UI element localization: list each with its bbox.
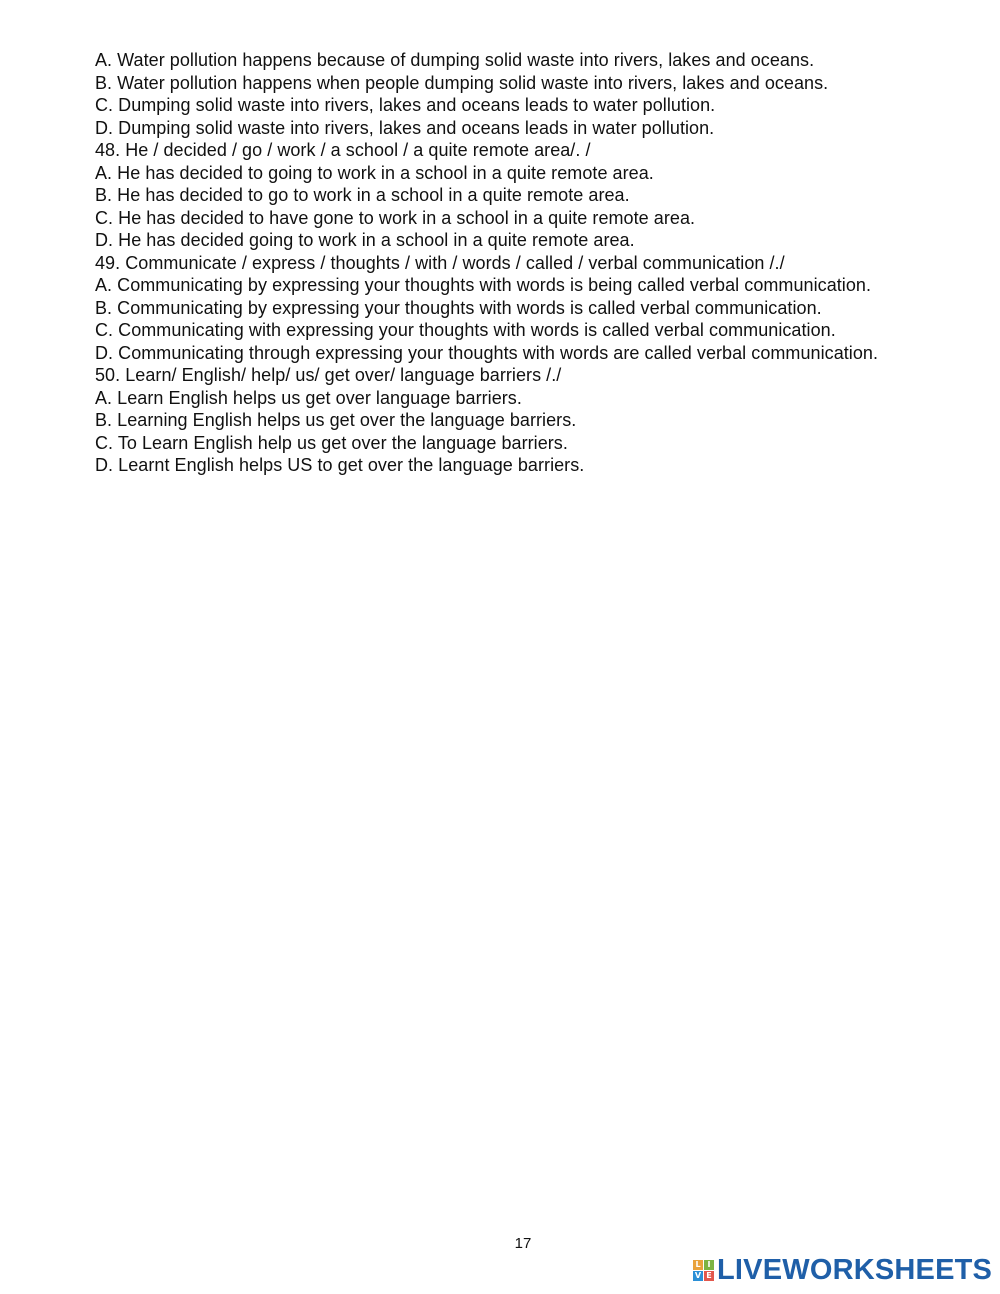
option-48c: C. He has decided to have gone to work in a school in a quite remote area. [95, 207, 696, 228]
option-50a: A. Learn English helps us get over language barriers. [95, 387, 522, 408]
option-47a: A. Water pollution happens because of dumping solid waste into rivers, lakes and oceans. [95, 50, 815, 70]
logo-text: LIVEWORKSHEETS [717, 1254, 993, 1286]
option-50d: D. Learnt English helps US to get over the language barriers. [95, 455, 585, 475]
option-47d: D. Dumping solid waste into rivers, lakes and oceans leads in water pollution. [95, 117, 715, 138]
option-49d: D. Communicating through expressing your thoughts with words are called verbal communication. [95, 342, 879, 363]
question-48: 48. He / decided / go / work / a school / a quite remote area/. / [95, 140, 591, 160]
option-50c: C. To Learn English help us get over the language barriers. [95, 432, 568, 453]
option-49b: B. Communicating by expressing your thoughts with words is called verbal communication. [95, 297, 822, 318]
option-47c: C. Dumping solid waste into rivers, lakes and oceans leads to water pollution. [95, 95, 716, 115]
question-50: 50. Learn/ English/ help/ us/ get over/ language barriers /./ [95, 365, 562, 385]
option-48b: B. He has decided to go to work in a school in a quite remote area. [95, 185, 630, 205]
option-48d: D. He has decided going to work in a school in a quite remote area. [95, 230, 635, 250]
option-50b: B. Learning English helps us get over the language barriers. [95, 410, 577, 430]
logo-mark-tile: E [704, 1271, 714, 1281]
page-number: 17 [514, 1235, 532, 1252]
worksheet-text [95, 49, 985, 477]
option-49a: A. Communicating by expressing your thoughts with words is being called verbal communication. [95, 275, 872, 295]
logo-mark-icon [693, 1260, 714, 1281]
option-48a: A. He has decided to going to work in a school in a quite remote area. [95, 162, 654, 183]
option-47b: B. Water pollution happens when people dumping solid waste into rivers, lakes and oceans. [95, 72, 829, 93]
option-49c: C. Communicating with expressing your thoughts with words is called verbal communication. [95, 320, 836, 340]
logo-mark-tile: I [704, 1260, 714, 1270]
logo-mark-tile: V [694, 1270, 702, 1280]
logo-mark-tile: L [693, 1260, 703, 1270]
question-49: 49. Communicate / express / thoughts / with / words / called / verbal communication /./ [95, 252, 785, 273]
liveworksheets-logo [693, 1255, 992, 1285]
